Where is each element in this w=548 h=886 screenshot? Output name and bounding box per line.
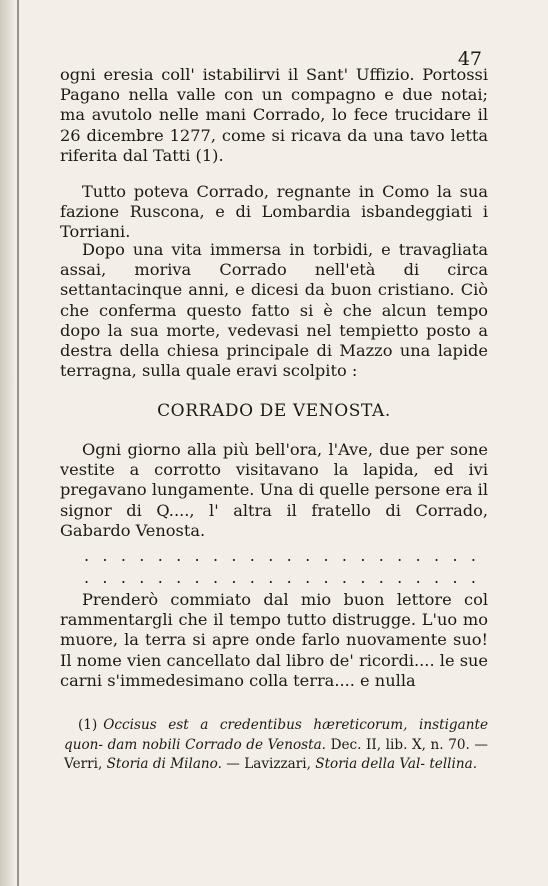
paragraph-3 xyxy=(60,240,488,381)
footnote-text: tellina. xyxy=(429,756,478,772)
page-number: 47 xyxy=(457,48,482,70)
line: rammentargli che il tempo tutto distrugge. L'uo xyxy=(60,610,458,630)
footnote-text: Verri, xyxy=(64,756,107,772)
line: eravi scolpito : xyxy=(236,361,358,381)
line: le sue carni s'immedesimano colla terra.... e nulla xyxy=(60,650,489,690)
line: Ogni giorno alla più bell'ora, l'Ave, due per xyxy=(82,440,444,459)
footnote-text: Dec. II, lib. X, n. 70. — xyxy=(326,736,488,753)
line: Pagano nella valle con un compagno e due notai; xyxy=(60,85,488,105)
line: suo! Il nome vien cancellato dal libro de' ricordi.... xyxy=(60,630,488,670)
line: mo muore, la terra si apre onde farlo nuovamente xyxy=(60,610,488,650)
line: 26 dicembre 1277, come si ricava da una tavo xyxy=(60,125,445,145)
ellipsis-row: . . . . . . . . . . . . . . . . . . . . . . xyxy=(84,546,476,565)
line: letta riferita dal Tatti (1). xyxy=(60,125,488,165)
binding-edge xyxy=(17,0,19,886)
line: vedevasi nel tempietto posto a destra della chiesa xyxy=(60,320,489,361)
footnote-mark: (1) xyxy=(78,717,98,733)
line: il signor di Q...., l' altra il fratello di Corrado, xyxy=(60,480,488,520)
line: assai, moriva Corrado nell'età di circa settantacinque xyxy=(60,260,488,300)
paragraph-4 xyxy=(60,440,488,541)
line: Tutto poteva Corrado, regnante in Como la sua xyxy=(82,182,488,201)
footnote xyxy=(64,716,488,775)
line: Prenderò commiato dal mio buon lettore col xyxy=(82,590,488,609)
footnote-text: dam nobili Corrado de Venosta. xyxy=(107,736,326,753)
footnote-text: Storia di Milano. xyxy=(106,756,222,772)
paragraph-1 xyxy=(60,65,488,166)
inscription-heading: CORRADO DE VENOSTA. xyxy=(157,401,391,421)
line: anni, e dicesi da buon cristiano. Ciò che conferma xyxy=(60,280,489,320)
line: ogni eresia coll' istabilirvi il Sant' Uffizio. Portossi xyxy=(60,65,488,84)
line: principale di Mazzo una lapide terragna, sulla quale xyxy=(60,341,489,381)
footnote-text: Storia della Val- xyxy=(315,756,425,772)
footnote-text: Occisus est a credentibus hæreticorum, instigante quon- xyxy=(64,717,488,753)
line: pregavano lungamente. Una di quelle persone era xyxy=(60,480,478,500)
line: fazione Ruscona, e di Lombardia isbandeggiati i xyxy=(60,202,488,222)
footnote-text: — Lavizzari, xyxy=(221,756,316,772)
line: questo fatto si è che alcun tempo dopo la sua morte, xyxy=(60,300,488,340)
line: sone vestite a corrotto visitavano la lapida, ed ivi xyxy=(60,440,488,480)
line: Torriani. xyxy=(60,222,131,242)
line: Dopo una vita immersa in torbidi, e travagliata xyxy=(82,240,488,259)
line: Gabardo Venosta. xyxy=(60,520,206,540)
line: ma avutolo nelle mani Corrado, lo fece trucidare il xyxy=(60,105,488,125)
ellipsis-row: . . . . . . . . . . . . . . . . . . . . . . xyxy=(84,568,476,587)
page-gutter xyxy=(0,0,16,886)
paragraph-2 xyxy=(60,182,488,243)
paragraph-5 xyxy=(60,590,488,691)
